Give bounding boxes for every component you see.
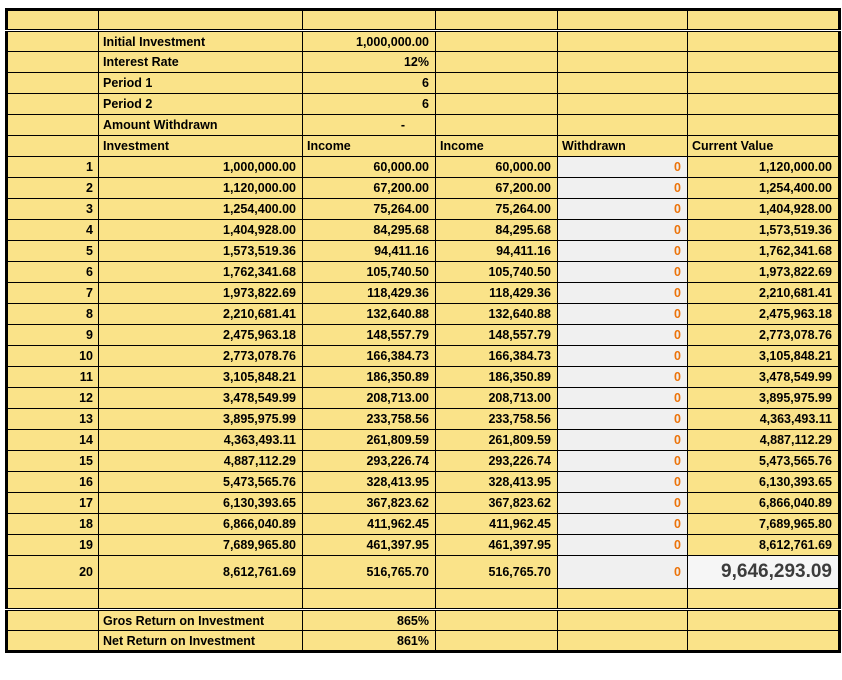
column-header-income-2[interactable]: Income [436, 136, 558, 157]
row-number-cell[interactable]: 19 [7, 535, 99, 556]
empty-cell[interactable] [99, 10, 303, 31]
investment-cell[interactable]: 6,130,393.65 [99, 493, 303, 514]
column-header-investment[interactable]: Investment [99, 136, 303, 157]
withdrawn-cell[interactable]: 0 [558, 304, 688, 325]
withdrawn-cell[interactable]: 0 [558, 157, 688, 178]
summary-row-gross-return [7, 610, 840, 631]
income-2-cell[interactable]: 293,226.74 [436, 451, 558, 472]
investment-cell[interactable]: 4,887,112.29 [99, 451, 303, 472]
current-value-cell[interactable]: 1,973,822.69 [688, 262, 840, 283]
setting-row-interest-rate [7, 52, 840, 73]
empty-cell[interactable] [558, 73, 688, 94]
setting-row-amount-withdrawn [7, 115, 840, 136]
empty-cell[interactable] [688, 10, 840, 31]
withdrawn-cell[interactable]: 0 [558, 178, 688, 199]
income-1-cell[interactable]: 367,823.62 [303, 493, 436, 514]
current-value-cell[interactable]: 2,773,078.76 [688, 325, 840, 346]
income-2-cell[interactable]: 67,200.00 [436, 178, 558, 199]
table-row [7, 430, 840, 451]
income-2-cell[interactable]: 148,557.79 [436, 325, 558, 346]
current-value-cell[interactable]: 3,895,975.99 [688, 388, 840, 409]
withdrawn-cell[interactable]: 0 [558, 535, 688, 556]
withdrawn-cell[interactable]: 0 [558, 451, 688, 472]
investment-cell[interactable]: 2,210,681.41 [99, 304, 303, 325]
empty-cell[interactable] [436, 94, 558, 115]
empty-cell[interactable] [7, 31, 99, 52]
empty-cell[interactable] [7, 589, 99, 610]
empty-cell[interactable] [558, 115, 688, 136]
row-number-cell[interactable]: 12 [7, 388, 99, 409]
current-value-cell[interactable]: 3,105,848.21 [688, 346, 840, 367]
income-1-cell[interactable]: 132,640.88 [303, 304, 436, 325]
column-header-withdrawn[interactable]: Withdrawn [558, 136, 688, 157]
current-value-cell[interactable]: 1,762,341.68 [688, 241, 840, 262]
empty-cell[interactable] [688, 631, 840, 652]
setting-row-period-2 [7, 94, 840, 115]
withdrawn-cell[interactable]: 0 [558, 409, 688, 430]
top-empty-row [7, 10, 840, 31]
table-row [7, 283, 840, 304]
empty-cell[interactable] [99, 589, 303, 610]
income-2-cell[interactable]: 261,809.59 [436, 430, 558, 451]
investment-cell[interactable]: 1,254,400.00 [99, 199, 303, 220]
table-row [7, 178, 840, 199]
current-value-cell[interactable]: 6,130,393.65 [688, 472, 840, 493]
current-value-cell[interactable]: 6,866,040.89 [688, 493, 840, 514]
income-2-cell[interactable]: 208,713.00 [436, 388, 558, 409]
table-row [7, 514, 840, 535]
investment-cell[interactable]: 6,866,040.89 [99, 514, 303, 535]
row-number-cell[interactable]: 10 [7, 346, 99, 367]
empty-cell[interactable] [7, 610, 99, 631]
spacer-row [7, 589, 840, 610]
withdrawn-cell[interactable]: 0 [558, 388, 688, 409]
investment-cell[interactable]: 3,895,975.99 [99, 409, 303, 430]
income-2-cell[interactable]: 186,350.89 [436, 367, 558, 388]
income-1-cell[interactable]: 105,740.50 [303, 262, 436, 283]
income-2-cell[interactable]: 94,411.16 [436, 241, 558, 262]
row-number-cell[interactable]: 20 [7, 556, 99, 589]
investment-cell[interactable]: 1,120,000.00 [99, 178, 303, 199]
table-row [7, 241, 840, 262]
current-value-cell[interactable]: 1,254,400.00 [688, 178, 840, 199]
income-1-cell[interactable]: 233,758.56 [303, 409, 436, 430]
empty-cell[interactable] [303, 589, 436, 610]
income-2-cell[interactable]: 328,413.95 [436, 472, 558, 493]
empty-cell[interactable] [7, 631, 99, 652]
withdrawn-cell[interactable]: 0 [558, 514, 688, 535]
setting-label-cell[interactable]: Period 1 [99, 73, 303, 94]
row-number-cell[interactable]: 14 [7, 430, 99, 451]
setting-value-cell[interactable]: 6 [303, 73, 436, 94]
setting-value-cell[interactable]: 1,000,000.00 [303, 31, 436, 52]
investment-cell[interactable]: 1,973,822.69 [99, 283, 303, 304]
withdrawn-cell[interactable]: 0 [558, 346, 688, 367]
empty-cell[interactable] [436, 115, 558, 136]
income-2-cell[interactable]: 105,740.50 [436, 262, 558, 283]
empty-cell[interactable] [688, 31, 840, 52]
empty-cell[interactable] [436, 631, 558, 652]
withdrawn-cell[interactable]: 0 [558, 556, 688, 589]
table-row [7, 535, 840, 556]
income-2-cell[interactable]: 411,962.45 [436, 514, 558, 535]
row-number-cell[interactable]: 2 [7, 178, 99, 199]
table-row [7, 304, 840, 325]
income-1-cell[interactable]: 60,000.00 [303, 157, 436, 178]
income-2-cell[interactable]: 461,397.95 [436, 535, 558, 556]
income-1-cell[interactable]: 328,413.95 [303, 472, 436, 493]
income-1-cell[interactable]: 186,350.89 [303, 367, 436, 388]
table-row [7, 346, 840, 367]
empty-cell[interactable] [688, 610, 840, 631]
empty-cell[interactable] [558, 589, 688, 610]
investment-cell[interactable]: 2,475,963.18 [99, 325, 303, 346]
row-number-cell[interactable]: 7 [7, 283, 99, 304]
income-2-cell[interactable]: 233,758.56 [436, 409, 558, 430]
table-row [7, 451, 840, 472]
empty-cell[interactable] [436, 73, 558, 94]
row-number-cell[interactable]: 5 [7, 241, 99, 262]
income-2-cell[interactable]: 84,295.68 [436, 220, 558, 241]
current-value-cell[interactable]: 1,573,519.36 [688, 220, 840, 241]
row-number-cell[interactable]: 4 [7, 220, 99, 241]
table-row [7, 556, 840, 589]
empty-cell[interactable] [303, 10, 436, 31]
income-1-cell[interactable]: 166,384.73 [303, 346, 436, 367]
table-row [7, 157, 840, 178]
income-2-cell[interactable]: 516,765.70 [436, 556, 558, 589]
column-header-income-1[interactable]: Income [303, 136, 436, 157]
investment-cell[interactable]: 1,000,000.00 [99, 157, 303, 178]
current-value-cell[interactable]: 5,473,565.76 [688, 451, 840, 472]
income-1-cell[interactable]: 293,226.74 [303, 451, 436, 472]
income-1-cell[interactable]: 208,713.00 [303, 388, 436, 409]
empty-cell[interactable] [7, 115, 99, 136]
empty-cell[interactable] [688, 589, 840, 610]
table-row [7, 262, 840, 283]
withdrawn-cell[interactable]: 0 [558, 199, 688, 220]
investment-cell[interactable]: 1,762,341.68 [99, 262, 303, 283]
summary-label-cell[interactable]: Net Return on Investment [99, 631, 303, 652]
income-2-cell[interactable]: 75,264.00 [436, 199, 558, 220]
summary-value-cell[interactable]: 861% [303, 631, 436, 652]
current-value-cell[interactable]: 4,887,112.29 [688, 430, 840, 451]
investment-cell[interactable]: 4,363,493.11 [99, 430, 303, 451]
income-1-cell[interactable]: 261,809.59 [303, 430, 436, 451]
empty-cell[interactable] [688, 115, 840, 136]
withdrawn-cell[interactable]: 0 [558, 241, 688, 262]
current-value-cell[interactable]: 3,478,549.99 [688, 367, 840, 388]
investment-cell[interactable]: 7,689,965.80 [99, 535, 303, 556]
income-1-cell[interactable]: 94,411.16 [303, 241, 436, 262]
empty-cell[interactable] [688, 94, 840, 115]
setting-value-cell[interactable]: - [303, 115, 436, 136]
empty-cell[interactable] [7, 10, 99, 31]
current-value-cell[interactable]: 1,404,928.00 [688, 199, 840, 220]
setting-label-cell[interactable]: Period 2 [99, 94, 303, 115]
empty-cell[interactable] [7, 136, 99, 157]
setting-row-period-1 [7, 73, 840, 94]
row-number-cell[interactable]: 18 [7, 514, 99, 535]
table-row [7, 409, 840, 430]
row-number-cell[interactable]: 9 [7, 325, 99, 346]
row-number-cell[interactable]: 16 [7, 472, 99, 493]
row-number-cell[interactable]: 3 [7, 199, 99, 220]
income-1-cell[interactable]: 148,557.79 [303, 325, 436, 346]
income-1-cell[interactable]: 411,962.45 [303, 514, 436, 535]
current-value-cell[interactable]: 2,210,681.41 [688, 283, 840, 304]
income-2-cell[interactable]: 166,384.73 [436, 346, 558, 367]
withdrawn-cell[interactable]: 0 [558, 430, 688, 451]
income-1-cell[interactable]: 67,200.00 [303, 178, 436, 199]
empty-cell[interactable] [558, 610, 688, 631]
empty-cell[interactable] [7, 52, 99, 73]
table-row [7, 388, 840, 409]
investment-cell[interactable]: 3,105,848.21 [99, 367, 303, 388]
investment-table [5, 8, 841, 653]
withdrawn-cell[interactable]: 0 [558, 367, 688, 388]
income-1-cell[interactable]: 75,264.00 [303, 199, 436, 220]
investment-cell[interactable]: 2,773,078.76 [99, 346, 303, 367]
income-1-cell[interactable]: 118,429.36 [303, 283, 436, 304]
empty-cell[interactable] [436, 10, 558, 31]
empty-cell[interactable] [436, 589, 558, 610]
current-value-cell[interactable]: 7,689,965.80 [688, 514, 840, 535]
column-header-current-value[interactable]: Current Value [688, 136, 840, 157]
summary-value-cell[interactable]: 865% [303, 610, 436, 631]
empty-cell[interactable] [436, 610, 558, 631]
current-value-cell[interactable]: 1,120,000.00 [688, 157, 840, 178]
income-1-cell[interactable]: 461,397.95 [303, 535, 436, 556]
empty-cell[interactable] [558, 31, 688, 52]
spreadsheet [0, 8, 842, 653]
income-1-cell[interactable]: 516,765.70 [303, 556, 436, 589]
setting-label-cell[interactable]: Initial Investment [99, 31, 303, 52]
row-number-cell[interactable]: 1 [7, 157, 99, 178]
table-row [7, 493, 840, 514]
withdrawn-cell[interactable]: 0 [558, 472, 688, 493]
row-number-cell[interactable]: 8 [7, 304, 99, 325]
current-value-cell[interactable]: 2,475,963.18 [688, 304, 840, 325]
income-1-cell[interactable]: 84,295.68 [303, 220, 436, 241]
row-number-cell[interactable]: 17 [7, 493, 99, 514]
income-2-cell[interactable]: 132,640.88 [436, 304, 558, 325]
summary-label-cell[interactable]: Gros Return on Investment [99, 610, 303, 631]
investment-cell[interactable]: 5,473,565.76 [99, 472, 303, 493]
withdrawn-cell[interactable]: 0 [558, 220, 688, 241]
summary-row-net-return [7, 631, 840, 652]
withdrawn-cell[interactable]: 0 [558, 283, 688, 304]
row-number-cell[interactable]: 15 [7, 451, 99, 472]
income-2-cell[interactable]: 118,429.36 [436, 283, 558, 304]
table-row [7, 220, 840, 241]
setting-label-cell[interactable]: Interest Rate [99, 52, 303, 73]
setting-label-cell[interactable]: Amount Withdrawn [99, 115, 303, 136]
setting-value-cell[interactable]: 12% [303, 52, 436, 73]
table-row [7, 367, 840, 388]
empty-cell[interactable] [558, 631, 688, 652]
withdrawn-cell[interactable]: 0 [558, 262, 688, 283]
setting-value-cell[interactable]: 6 [303, 94, 436, 115]
withdrawn-cell[interactable]: 0 [558, 493, 688, 514]
row-number-cell[interactable]: 13 [7, 409, 99, 430]
investment-cell[interactable]: 3,478,549.99 [99, 388, 303, 409]
empty-cell[interactable] [558, 10, 688, 31]
row-number-cell[interactable]: 6 [7, 262, 99, 283]
investment-cell[interactable]: 8,612,761.69 [99, 556, 303, 589]
income-2-cell[interactable]: 367,823.62 [436, 493, 558, 514]
header-row [7, 136, 840, 157]
empty-cell[interactable] [436, 31, 558, 52]
table-row [7, 325, 840, 346]
empty-cell[interactable] [688, 73, 840, 94]
empty-cell[interactable] [436, 52, 558, 73]
investment-cell[interactable]: 1,573,519.36 [99, 241, 303, 262]
setting-row-initial-investment [7, 31, 840, 52]
row-number-cell[interactable]: 11 [7, 367, 99, 388]
withdrawn-cell[interactable]: 0 [558, 325, 688, 346]
current-value-cell[interactable]: 9,646,293.09 [688, 556, 840, 589]
empty-cell[interactable] [688, 52, 840, 73]
table-row [7, 472, 840, 493]
investment-cell[interactable]: 1,404,928.00 [99, 220, 303, 241]
empty-cell[interactable] [7, 73, 99, 94]
table-row [7, 199, 840, 220]
empty-cell[interactable] [7, 94, 99, 115]
empty-cell[interactable] [558, 94, 688, 115]
current-value-cell[interactable]: 8,612,761.69 [688, 535, 840, 556]
income-2-cell[interactable]: 60,000.00 [436, 157, 558, 178]
current-value-cell[interactable]: 4,363,493.11 [688, 409, 840, 430]
empty-cell[interactable] [558, 52, 688, 73]
